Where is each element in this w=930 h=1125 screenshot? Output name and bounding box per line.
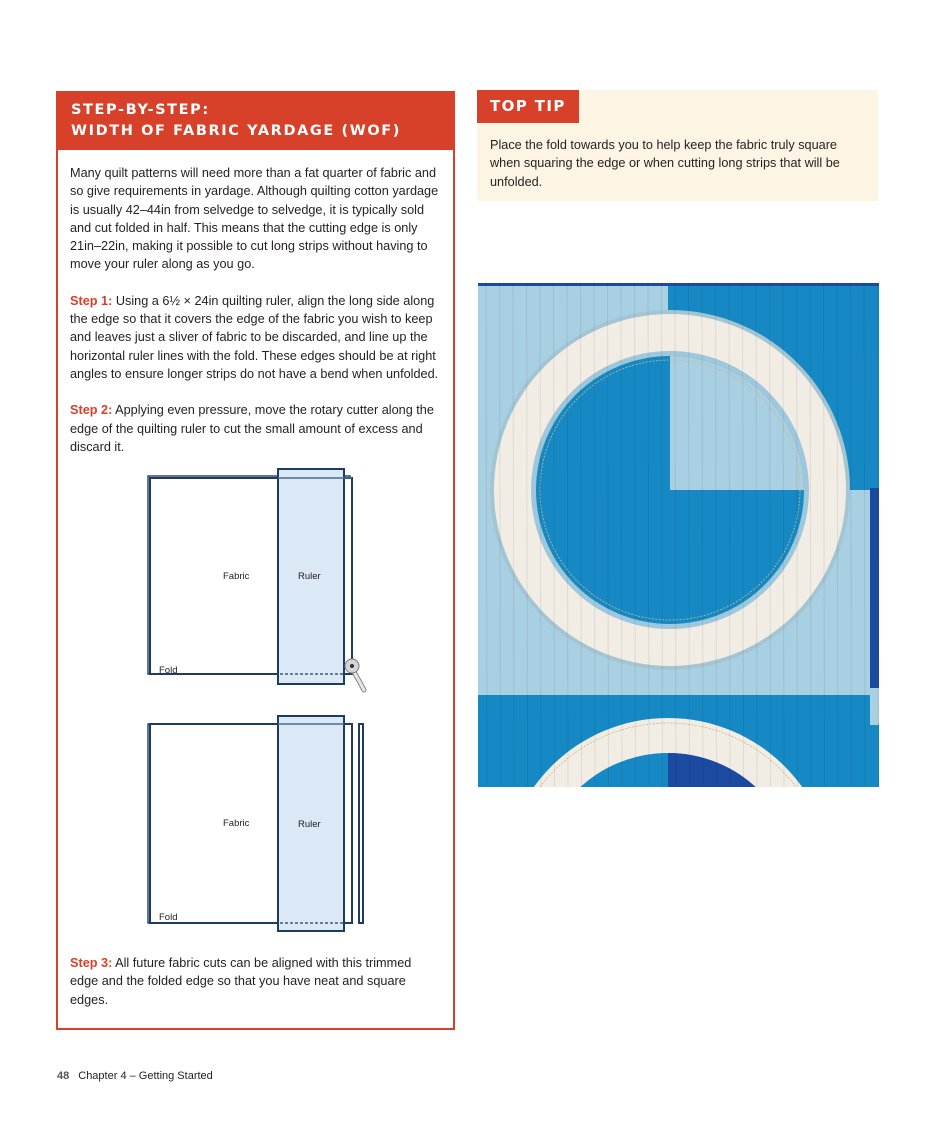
step-1-label: Step 1: — [70, 293, 113, 308]
fabric-label: Fabric — [223, 818, 250, 830]
step-1-text: Using a 6½ × 24in quilting ruler, align the long side along the edge so that it covers the edge of the fabric you wish to keep and leaves just a sliver of fabric to be discarded, and line up the horizontal ruler lines with the fold. These edges should be at right angles to ensure longer strips do not have a bend when unfolded. — [70, 293, 439, 381]
diagram-step-2 — [70, 712, 445, 944]
chapter-title: Chapter 4 – Getting Started — [78, 1070, 213, 1082]
step-by-step-box — [56, 91, 455, 1030]
ruler-label: Ruler — [298, 819, 321, 831]
header-title-line2: WIDTH OF FABRIC YARDAGE (WOF) — [71, 123, 402, 139]
step-3-paragraph — [70, 954, 441, 1009]
page-number: 48 — [57, 1070, 70, 1082]
ruler-label: Ruler — [298, 571, 321, 583]
fold-label: Fold — [159, 665, 178, 677]
intro-paragraph: Many quilt patterns will need more than a fat quarter of fabric and so give requirements in yardage. Although quilting cotton yardage is usually 42–44in from selvedge to selvedge, it is typically sold and cut folded in half. This means that the cutting edge is only 21in–22in, making it possible to cut long strips without having to move your ruler along as you go. — [70, 166, 439, 272]
diagram-step-1 — [70, 464, 445, 704]
step-3-text: All future fabric cuts can be aligned with this trimmed edge and the folded edge so that you have neat and square edges. — [70, 956, 412, 1007]
step-3-label: Step 3: — [70, 956, 113, 971]
diagram-2-svg — [70, 712, 445, 944]
top-tip-text: Place the fold towards you to help keep the fabric truly square when squaring the edge or when cutting long strips that will be unfolded. — [490, 138, 840, 189]
header-title-line1: STEP-BY-STEP: — [71, 102, 210, 118]
step-2-paragraph — [70, 401, 441, 456]
discarded-offcut-strip — [359, 724, 363, 923]
step-2-text: Applying even pressure, move the rotary cutter along the edge of the quilting ruler to cut the small amount of excess and discard it. — [70, 403, 434, 454]
quilt-photo — [478, 283, 879, 787]
light-right-corner — [870, 695, 879, 725]
step-by-step-body — [58, 150, 453, 1009]
fold-label: Fold — [159, 912, 178, 924]
fabric-label: Fabric — [223, 571, 250, 583]
quilt-photo-svg — [478, 283, 879, 787]
top-tip-box — [477, 90, 878, 201]
step-2-label: Step 2: — [70, 403, 113, 418]
page-footer — [57, 1070, 213, 1082]
step-by-step-header — [58, 93, 453, 150]
step-1-paragraph — [70, 292, 441, 383]
navy-top-edge — [478, 283, 879, 286]
diagram-1-svg — [70, 464, 445, 704]
top-tip-title: TOP TIP — [477, 90, 579, 123]
